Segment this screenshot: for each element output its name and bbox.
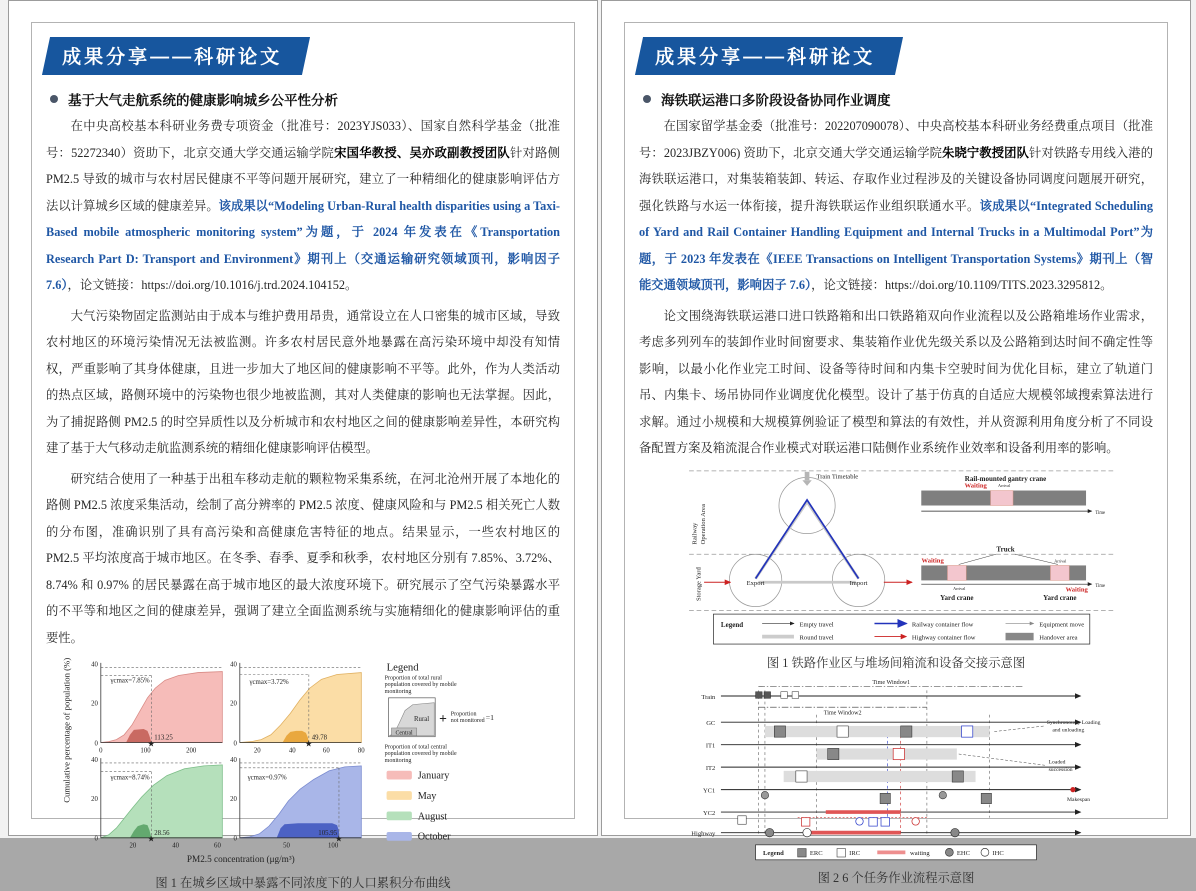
p1-text: ，论文链接：: [67, 278, 142, 292]
legend-note: Proportion of total rural: [384, 675, 442, 682]
legend-note: Proportion of total central: [384, 744, 447, 751]
legend-month: August: [417, 811, 448, 823]
legend-month: October: [417, 831, 451, 843]
ytick: 20: [230, 795, 237, 803]
swatch-august: [387, 812, 412, 821]
truck-line-1: [959, 554, 996, 564]
makespan-label: Makespan: [1067, 796, 1091, 803]
xtick: 60: [214, 842, 221, 850]
gamma-label: γcmax=0.97%: [247, 774, 287, 782]
cdf-chart: [60, 657, 546, 866]
swatch-january: [387, 771, 412, 780]
section-badge-label: 成果分享——科研论文: [655, 47, 876, 68]
doi-link[interactable]: https://doi.org/10.1016/j.trd.2024.104152: [141, 278, 346, 292]
legend-note: not monitored: [450, 718, 485, 725]
truck-line-2: [1015, 554, 1058, 564]
it2-band: [784, 770, 976, 781]
legend-ehc: EHC: [956, 849, 970, 857]
ytick: 0: [94, 740, 98, 748]
ytick: 20: [230, 700, 237, 708]
bullet-icon: [643, 95, 651, 103]
arrival-label: Arrival: [1054, 558, 1067, 564]
p1-text: 。: [345, 278, 358, 292]
legend-note: Proportion: [450, 711, 477, 718]
ytick: 0: [233, 835, 237, 843]
xtick: 20: [129, 842, 137, 850]
xtick: 40: [172, 842, 180, 850]
row-gc: GC: [706, 719, 716, 727]
time-window-1-label: Time Window1: [872, 679, 911, 686]
article-heading-row: [50, 89, 560, 109]
figure-1-left: [46, 657, 560, 891]
swatch-may: [387, 791, 412, 800]
time-window-2-label: Time Window2: [823, 710, 862, 717]
plus-icon: +: [439, 711, 447, 727]
legend-note: population covered by mobile: [384, 751, 457, 758]
gc-band: [765, 725, 990, 736]
paragraph-1: [46, 113, 560, 299]
xtick: 20: [253, 747, 261, 755]
paragraph-2: 论文围绕海铁联运港口进口铁路箱和出口铁路箱双向作业流程以及公路箱堆场作业需求，考虑多列列车的装卸作业时间窗要求、集装箱作业优先级关系以及公路箱到达时间不确定性等影响，以最小化作业完工时间、设备等待时间和内集卡空驶时间为优化目标，建立了轨道门吊、内集卡、场吊协同作业调度优化模型。设计了基于仿真的自适应大规模邻域搜索算法进行求解。通过小规模和大规模算例验证了模型和算法的有效性，并从资源利用角度分析了不同设备配置方案及箱流混合作业模式对联运港口陆侧作业系统作业效率和设备利用率的影响。: [639, 308, 1153, 455]
legend-note: monitoring: [384, 688, 412, 695]
ytick: 20: [91, 700, 98, 708]
page-2: [601, 0, 1191, 885]
time-label: Time: [1095, 510, 1106, 516]
legend-erc-swatch: [798, 848, 806, 856]
legend-round-travel: Round travel: [799, 633, 834, 641]
sync-annot-2: and unloading: [1052, 727, 1085, 734]
ytick: 20: [91, 795, 98, 803]
gamma-label: γcmax=7.85%: [110, 677, 150, 685]
task-gantt: [676, 677, 1116, 861]
row-yc1: YC1: [702, 786, 716, 794]
cdf-legend: [385, 662, 494, 843]
import-label: Import: [849, 579, 868, 587]
legend-title: Legend: [763, 849, 784, 857]
paragraph-1: [639, 113, 1153, 299]
legend-month: May: [417, 790, 437, 802]
ytick: 0: [233, 740, 237, 748]
ytick: 40: [91, 661, 98, 669]
legend-inset-central: Central: [395, 730, 413, 737]
x-axis-label: PM2.5 concentration (μg/m³): [186, 854, 295, 865]
figure-1-right: [639, 468, 1153, 671]
xtick: 80: [357, 747, 365, 755]
marker-value: 113.25: [154, 734, 173, 742]
legend-irc-swatch: [837, 848, 845, 856]
xtick: 60: [322, 747, 330, 755]
loaded-annot-1: Loaded: [1048, 758, 1066, 765]
legend-month: January: [417, 770, 450, 782]
swatch-october: [387, 832, 412, 841]
figure-1-caption: 图 1 在城乡区域中暴露不同浓度下的人口累积分布曲线: [155, 876, 451, 890]
p1-text: 。: [1100, 278, 1113, 292]
legend-note: population covered by mobile: [384, 682, 457, 689]
p1-text: 在国家留学基金委（批准号：202207090078）、中央高校基本科研业务经费重点项目（批准号：2023JBZY006) 资助下，北京交通大学交通运输学院: [639, 119, 1153, 160]
time-label: Time: [1095, 583, 1106, 589]
loaded-annot-2: succession: [1048, 766, 1073, 773]
p1-text: 针对铁路专用线入港的海铁联运港口，对集装箱装卸、转运、存取作业过程涉及的关键设备协同调度问题展开研究，强化铁路与水运一体衔接，提升海铁联运作业组织联通水平。: [639, 145, 1153, 213]
truck-label: Truck: [996, 544, 1015, 553]
marker-value: 28.56: [154, 829, 170, 837]
article-heading-row: [643, 89, 1153, 109]
p1-text: 针对路侧 PM2.5 导致的城市与农村居民健康不平等问题开展研究，建立了一种精细化的健康影响评估方法以计算城乡区域的健康差异。: [46, 145, 560, 213]
y-axis-label: Cumulative percentage of population (%): [61, 657, 72, 803]
ytick: 0: [94, 835, 98, 843]
yard-waiting-block-2: [1050, 565, 1069, 580]
row-train: Train: [701, 693, 716, 701]
xtick: 50: [283, 842, 290, 850]
paper-title-info: 该成果以“Modeling Urban-Rural health disparities using a Taxi-Based mobile atmospheric monitoring system”为题，于 2024 年发表在《Transportation Research Part D: Transport and Environment》期刊上（交通运输研究领域顶刊，影响因子 7.6）: [46, 198, 560, 292]
legend-rail-flow: Railway container flow: [911, 620, 974, 628]
gamma-label: γcmax=3.72%: [249, 679, 289, 687]
arrival-label: Arrival: [998, 482, 1011, 488]
sync-annot-line: [994, 725, 1045, 731]
area-label-yard: Storage Yard: [695, 566, 703, 601]
legend-inset-rural: Rural: [414, 716, 430, 724]
xtick: 40: [288, 747, 296, 755]
round-travel-lines: [756, 501, 859, 582]
yc1-tasks: [761, 791, 991, 803]
yard-crane-label: Yard crane: [1043, 593, 1077, 602]
legend-ihc-swatch: [981, 848, 989, 856]
gamma-label: γcmax=8.74%: [110, 774, 150, 782]
paragraph-2: 大气污染物固定监测站由于成本与维护费用昂贵，通常设立在人口密集的城市区域，导致农村地区的环境污染情况无法被监测。许多农村居民意外地暴露在高污染环境中却没有知情权，严重影响了其身体健康，且进一步加大了地区间的健康影响不平等。此外，作为人类活动的热点区域，路侧环境中的污染物也很少地被监测，其对人类健康的影响也无法掌握。因此，为了捕捉路侧 PM2.5 的时空异质性以及分析城市和农村地区之间的健康影响差异性，本研究构建了基于大气移动走航监测系统的精细化健康影响评估模型。: [46, 308, 560, 455]
railway-flow-lines: [756, 499, 859, 578]
p1-text: ，论文链接：: [811, 278, 885, 292]
legend-note: =1: [485, 713, 495, 723]
page-1: [8, 0, 598, 890]
export-label: Export: [746, 579, 765, 587]
legend-title: Legend: [720, 620, 744, 629]
yard-waiting-block-1: [947, 565, 966, 580]
loaded-annot-line: [959, 754, 1045, 765]
section-badge: [635, 37, 903, 75]
section-badge-label: 成果分享——科研论文: [62, 47, 283, 68]
row-it1: IT1: [705, 741, 716, 749]
area-label-railway2: Operation Area: [700, 503, 708, 544]
doi-link[interactable]: https://doi.org/10.1109/TITS.2023.3295812: [884, 278, 1101, 292]
arrival-label: Arrival: [953, 585, 966, 591]
figure-2-caption: 图 2 6 个任务作业流程示意图: [817, 870, 975, 885]
legend-highway-flow: Highway container flow: [911, 633, 976, 641]
bullet-icon: [50, 95, 58, 103]
row-highway: Highway: [691, 829, 716, 837]
article-title: 基于大气走航系统的健康影响城乡公平性分析: [68, 93, 338, 108]
legend-title: Legend: [386, 661, 419, 674]
ytick: 40: [230, 756, 237, 764]
star-marker-icon: ★: [147, 738, 156, 749]
subplot-october: [230, 757, 361, 850]
legend-irc: IRC: [849, 849, 861, 857]
paragraph-3: 研究结合使用了一种基于出租车移动走航的颗粒物采集系统，在河北沧州开展了本地化的路侧 PM2.5 浓度采集活动，绘制了高分辨率的 PM2.5 浓度、健康风险和与 PM2.5 相关死亡人数的分布图，准确识别了具有高污染和高健康危害特征的地点。结果显示，一些农村地区的 PM2.5 平均浓度高于城市地区。在冬季、春季、夏季和秋季，农村地区分别有 7.85%、3.72%、8.74% 和 0.97% 的居民暴露在高于城市地区的最大浓度环境下。研究展示了空气污染暴露水平的不平等和地区之间的健康差异，强调了建立全面监测系统与实施精细化的健康影响评估的重要性。: [46, 471, 560, 645]
figure-2-right: [639, 677, 1153, 886]
port-diagram: [676, 468, 1116, 646]
star-marker-icon: ★: [147, 833, 156, 844]
marker-value: 49.78: [311, 734, 328, 742]
star-marker-icon: ★: [335, 833, 343, 844]
marker-value: 105.95: [318, 829, 338, 837]
area-label-railway: Railway: [691, 522, 699, 545]
rail-node-circle: [779, 477, 835, 533]
page-1-frame: [31, 22, 575, 890]
rmg-label: Rail-mounted gantry crane: [964, 474, 1047, 483]
section-badge: [42, 37, 310, 75]
train-tasks: [756, 691, 799, 698]
rmg-waiting-block: [991, 490, 1013, 505]
team-name: 宋国华教授、吴亦政副教授团队: [334, 145, 510, 160]
ytick: 40: [230, 661, 237, 669]
timetable-arrowhead-icon: [802, 480, 811, 486]
star-marker-icon: ★: [304, 738, 313, 749]
xtick: 100: [140, 747, 151, 755]
figure-1-caption: 图 1 铁路作业区与堆场间箱流和设备交接示意图: [766, 655, 1026, 670]
makespan-dot: [1070, 786, 1075, 791]
legend-ihc: IHC: [992, 849, 1004, 857]
article-title: 海铁联运港口多阶段设备协同作业调度: [661, 93, 891, 108]
paper-title-info: 该成果以“Integrated Scheduling of Yard and Rail Container Handling Equipment and Internal Trucks in a Multimodal Port”为题，于 2023 年发表在《IEEE Transactions on Intelligent Transportation Systems》期刊上（智能交通领域顶刊，影响因子 7.6）: [639, 198, 1153, 292]
row-it2: IT2: [705, 764, 716, 772]
train-timetable-label: Train Timetable: [816, 472, 859, 480]
xtick: 0: [99, 747, 103, 755]
waiting-label: Waiting: [1065, 586, 1088, 594]
subplot-august: [91, 757, 222, 850]
waiting-label: Waiting: [964, 482, 987, 490]
waiting-label: Waiting: [921, 557, 944, 565]
xtick: 200: [186, 747, 197, 755]
ytick: 40: [91, 756, 98, 764]
legend-note: monitoring: [384, 757, 412, 764]
legend-ehc-swatch: [945, 848, 953, 856]
sync-annot-1: Synchronously Loading: [1046, 719, 1101, 726]
legend-handover-swatch: [1006, 632, 1034, 639]
row-yc2: YC2: [702, 809, 716, 817]
subplot-may: [230, 662, 365, 755]
legend-waiting: waiting: [910, 849, 930, 857]
p1-text: 在中央高校基本科研业务费专项资金（批准号：2023YJS033）、国家自然科学基金（批准号：52272340）资助下，北京交通大学交通运输学院: [46, 119, 560, 160]
legend-erc: ERC: [809, 849, 823, 857]
legend-handover: Handover area: [1039, 633, 1078, 641]
yard-crane-label: Yard crane: [940, 593, 974, 602]
team-name: 朱晓宁教授团队: [942, 145, 1029, 160]
subplot-january: [91, 662, 222, 755]
legend-empty-travel: Empty travel: [799, 620, 834, 628]
xtick: 100: [328, 842, 339, 850]
legend-equip-move: Equipment move: [1039, 620, 1085, 628]
page-2-frame: [624, 22, 1168, 885]
